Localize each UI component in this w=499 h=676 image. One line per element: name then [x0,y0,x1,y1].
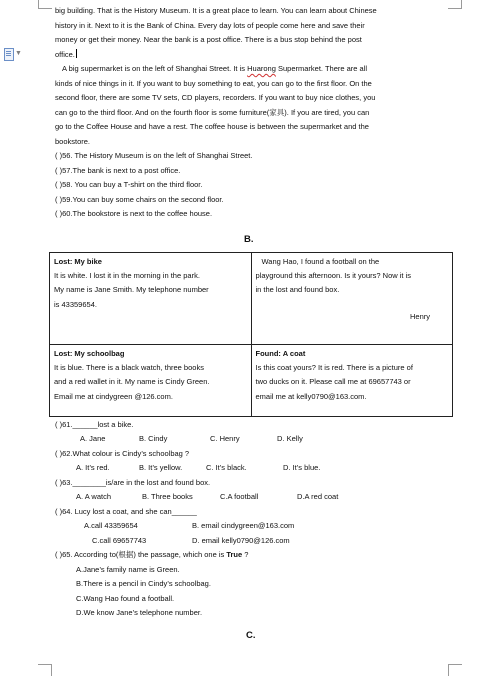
question-text: ( )65. According to(根据) the passage, which one is [55,550,227,559]
passage-line-text: office. [55,50,75,59]
notice-line: Wang Hao, I found a football on the [261,257,380,266]
option: D.We know Jane’s telephone number. [76,608,203,617]
passage-line: history in it. Next to it is the Bank of China. Every day lots of people come here and save their [55,21,365,30]
passage-line: kinds of nice things in it. If you want to buy something to eat, you can go to the first floor. On the [55,79,372,88]
option: D. Kelly [277,434,303,443]
section-heading-b: B. [244,234,254,245]
option: C.A football [220,492,259,501]
crop-mark-bottom-left [38,664,52,665]
option: C. Henry [210,434,240,443]
option: D. email kelly0790@126.com [192,536,290,545]
option: B. Cindy [139,434,168,443]
option: B. email cindygreen@163.com [192,521,295,530]
tf-question: ( )59.You can buy some chairs on the second floor. [55,195,224,204]
passage-text: Supermarket. There are all [275,64,368,73]
notice-line: and a red wallet in it. My name is Cindy Green. [54,377,210,387]
option: D.A red coat [297,492,339,501]
notice-line: Is this coat yours? It is red. There is a picture of [255,363,413,373]
question-63: ( )63.________is/are in the lost and found box. [55,478,211,487]
passage-line: can go to the third floor. And on the fourth floor is some furniture(家具). If you are tired, you can [55,108,370,117]
notice-line: It is white. I lost it in the morning in the park. [54,271,200,281]
passage-line: second floor, there are some TV sets, CD players, recorders. If you want to buy nice clothes, you [55,93,376,102]
spellcheck-word[interactable]: Huarong [247,64,276,73]
question-emphasis: True [226,550,243,559]
notice-lost-schoolbag [50,345,252,417]
question-61: ( )61.______lost a bike. [55,420,134,429]
crop-mark-top-right-side [461,0,462,9]
chevron-down-icon[interactable]: ▼ [15,50,22,57]
crop-mark-top-left-side [38,0,39,9]
notice-line: It is blue. There is a black watch, three books [54,363,204,373]
notice-title: Lost: My schoolbag [54,349,125,358]
tf-question: ( )60.The bookstore is next to the coffee house. [55,209,213,218]
question-64: ( )64. Lucy lost a coat, and she can______ [55,507,197,516]
tf-question: ( )58. You can buy a T-shirt on the third floor. [55,180,203,189]
option: A. A watch [76,492,112,501]
option: A. It’s red. [76,463,110,472]
notice-line: Email me at cindygreen @126.com. [54,391,173,401]
passage-line [62,62,462,77]
notice-line: email me at kelly0790@163.com. [255,391,367,401]
notice-line: My name is Jane Smith. My telephone number [54,285,209,295]
option: B. Three books [142,492,193,501]
option: C.Wang Hao found a football. [76,594,175,603]
passage-line: go to the Coffee House and have a rest. The coffee house is between the supermarket and the [55,122,369,131]
text-cursor [76,49,77,58]
option: A.Jane’s family name is Green. [76,565,180,574]
crop-mark-bottom-right-side [448,664,449,676]
passage-line: big building. That is the History Museum. It is a great place to learn. You can learn about Chinese [55,6,377,15]
notice-line: is 43359654. [54,299,97,309]
crop-mark-bottom-right [448,664,462,665]
passage-line[interactable] [55,48,455,63]
notice-title: Lost: My bike [54,257,102,266]
option: A.call 43359654 [84,521,138,530]
passage-text: A big supermarket is on the left of Shanghai Street. It is [62,64,248,73]
option: D. It’s blue. [283,463,321,472]
option: A. Jane [80,434,106,443]
passage-line: bookstore. [55,137,91,146]
notice-line: playground this afternoon. Is it yours? Now it is [255,271,411,281]
option: C. It’s black. [206,463,247,472]
passage-line: money or get their money. Near the bank is a post office. There is a bus stop behind the post [55,35,362,44]
tf-question: ( )57.The bank is next to a post office. [55,166,181,175]
notice-title: Found: A coat [255,349,306,358]
document-paragraph-icon[interactable] [4,48,14,60]
option: C.call 69657743 [92,536,147,545]
crop-mark-top-left [38,8,52,9]
crop-mark-bottom-left-side [51,664,52,676]
tf-question: ( )56. The History Museum is on the left of Shanghai Street. [55,151,253,160]
notice-line: two ducks on it. Please call me at 69657743 or [255,377,411,387]
notices-table [49,252,453,417]
section-heading-c: C. [246,630,256,641]
notice-found-coat [251,345,453,417]
notice-line: in the lost and found box. [255,285,340,295]
option: B. It’s yellow. [139,463,183,472]
question-65 [55,550,248,560]
question-62: ( )62.What colour is Cindy’s schoolbag ? [55,449,190,458]
notice-signature: Henry [409,311,430,321]
notice-lost-bike [50,253,252,345]
option: B.There is a pencil in Cindy’s schoolbag. [76,579,211,588]
notice-found-football [251,253,453,345]
question-text: ? [242,550,249,559]
